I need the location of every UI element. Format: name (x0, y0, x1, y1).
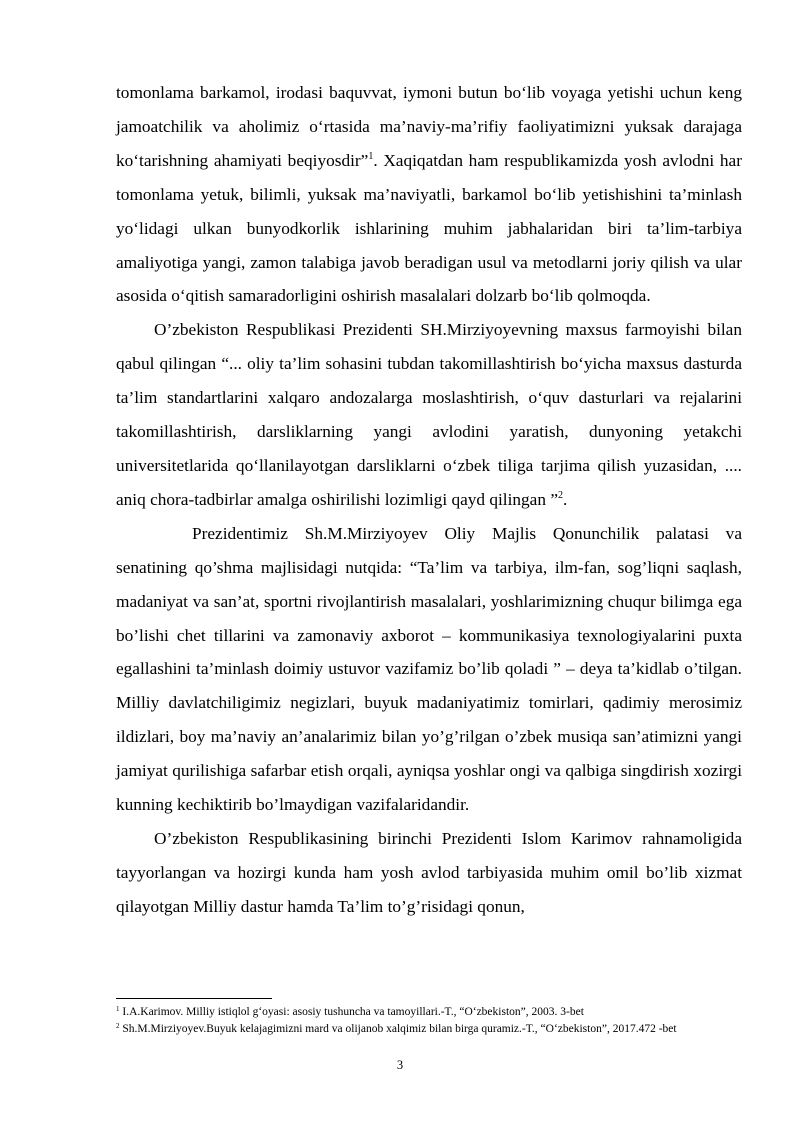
page-number: 3 (396, 1058, 404, 1072)
footnote-1 (116, 1004, 742, 1021)
footnote-2-mark: 2 (116, 1022, 120, 1030)
footnote-ref-1[interactable]: 1 (368, 150, 374, 162)
body-text (116, 76, 742, 924)
paragraph-3: Prezidentimiz Sh.M.Mirziyoyev Oliy Majlis Qonunchilik palatasi va senatining qo’shma majlisidagi nutqida: “Ta’lim va tarbiya, ilm-fan, sog’liqni saqlash, madaniyat va san’at, sportni rivojlantirish masalalari, yoshlarimizning chuqur bilimga ega bo’lishi chet tillarini va zamonaviy axborot – kommunikasiya texnologiyalarini puxta egallashini ta’minlash doimiy ustuvor vazifamiz bo’lib qoladi ” – deya ta’kidlab o’tilgan. Milliy davlatchiligimiz negizlari, buyuk madaniyatimiz tomirlari, qadimiy merosimiz ildizlari, boy ma’naviy an’analarimiz bilan yo’g’rilgan o’zbek musiqa san’atimizni yangi jamiyat qurilishiga safarbar etish orqali, ayniqsa yoshlar ongi va qalbiga singdirish xozirgi kunning kechiktirib bo’lmaydigan vazifalaridandir. (116, 523, 742, 815)
footnote-1-text: I.A.Karimov. Milliy istiqlol g‘oyasi: asosiy tushuncha va tamoyillari.-T., “O‘zbekiston”, 2003. 3-bet (119, 1006, 584, 1018)
paragraph-2-text: O’zbekiston Respublikasi Prezidenti SH.Mirziyoyevning maxsus farmoyishi bilan qabul qilingan “... oliy ta’lim sohasini tubdan takomillashtirish bo‘yicha maxsus dasturda ta’lim standartlarini xalqaro andozalarga moslashtirish, o‘quv dasturlari va rejalarini takomillashtirish, darsliklarning yangi avlodini yaratish, dunyoning yetakchi universitetlarida qo‘llanilayotgan darsliklarni o‘zbek tiliga tarjima qilish yuzasidan, .... aniq chora-tadbirlar amalga oshirilishi lozimligi qayd qilingan ” (116, 320, 742, 509)
paragraph-2 (116, 313, 742, 516)
footnote-2-text: Sh.M.Mirziyoyev.Buyuk kelajagimizni mard va olijanob xalqimiz bilan birga quramiz.-T., “O‘zbekiston”, 2017.472 -bet (119, 1023, 677, 1035)
paragraph-1 (116, 76, 742, 313)
paragraph-4: O’zbekiston Respublikasining birinchi Prezidenti Islom Karimov rahnamoligida tayyorlangan va hozirgi kunda ham yosh avlod tarbiyasida muhim omil bo’lib xizmat qilayotgan Milliy dastur hamda Ta’lim to’g’risidagi qonun, (116, 828, 742, 916)
paragraph-1-tail: . Xaqiqatdan ham respublikamizda yosh avlodni har tomonlama yetuk, bilimli, yuksak ma’naviyatli, barkamol bo‘lib yetishishini ta’minlash yo‘lidagi ulkan bunyodkorlik ishlarining muhim jabhalaridan biri ta’lim-tarbiya amaliyotiga yangi, zamon talabiga javob beradigan usul va metodlarni joriy qilish va ular asosida o‘qitish samaradorligini oshirish masalalari dolzarb bo‘lib qolmoqda. (116, 150, 742, 306)
paragraph-1-text: tomonlama barkamol, irodasi baquvvat, iymoni butun bo‘lib voyaga yetishi uchun keng jamoatchilik va aholimiz o‘rtasida ma’naviy-ma’rifiy faoliyatimizni yuksak darajaga ko‘tarishning ahamiyati beqiyosdir” (116, 83, 742, 170)
footnote-2 (116, 1021, 742, 1038)
footnote-ref-2[interactable]: 2 (558, 489, 563, 501)
footnote-1-mark: 1 (116, 1005, 120, 1013)
footnotes (116, 1004, 742, 1038)
footnote-separator (116, 998, 272, 999)
paragraph-2-tail: . (563, 489, 568, 509)
